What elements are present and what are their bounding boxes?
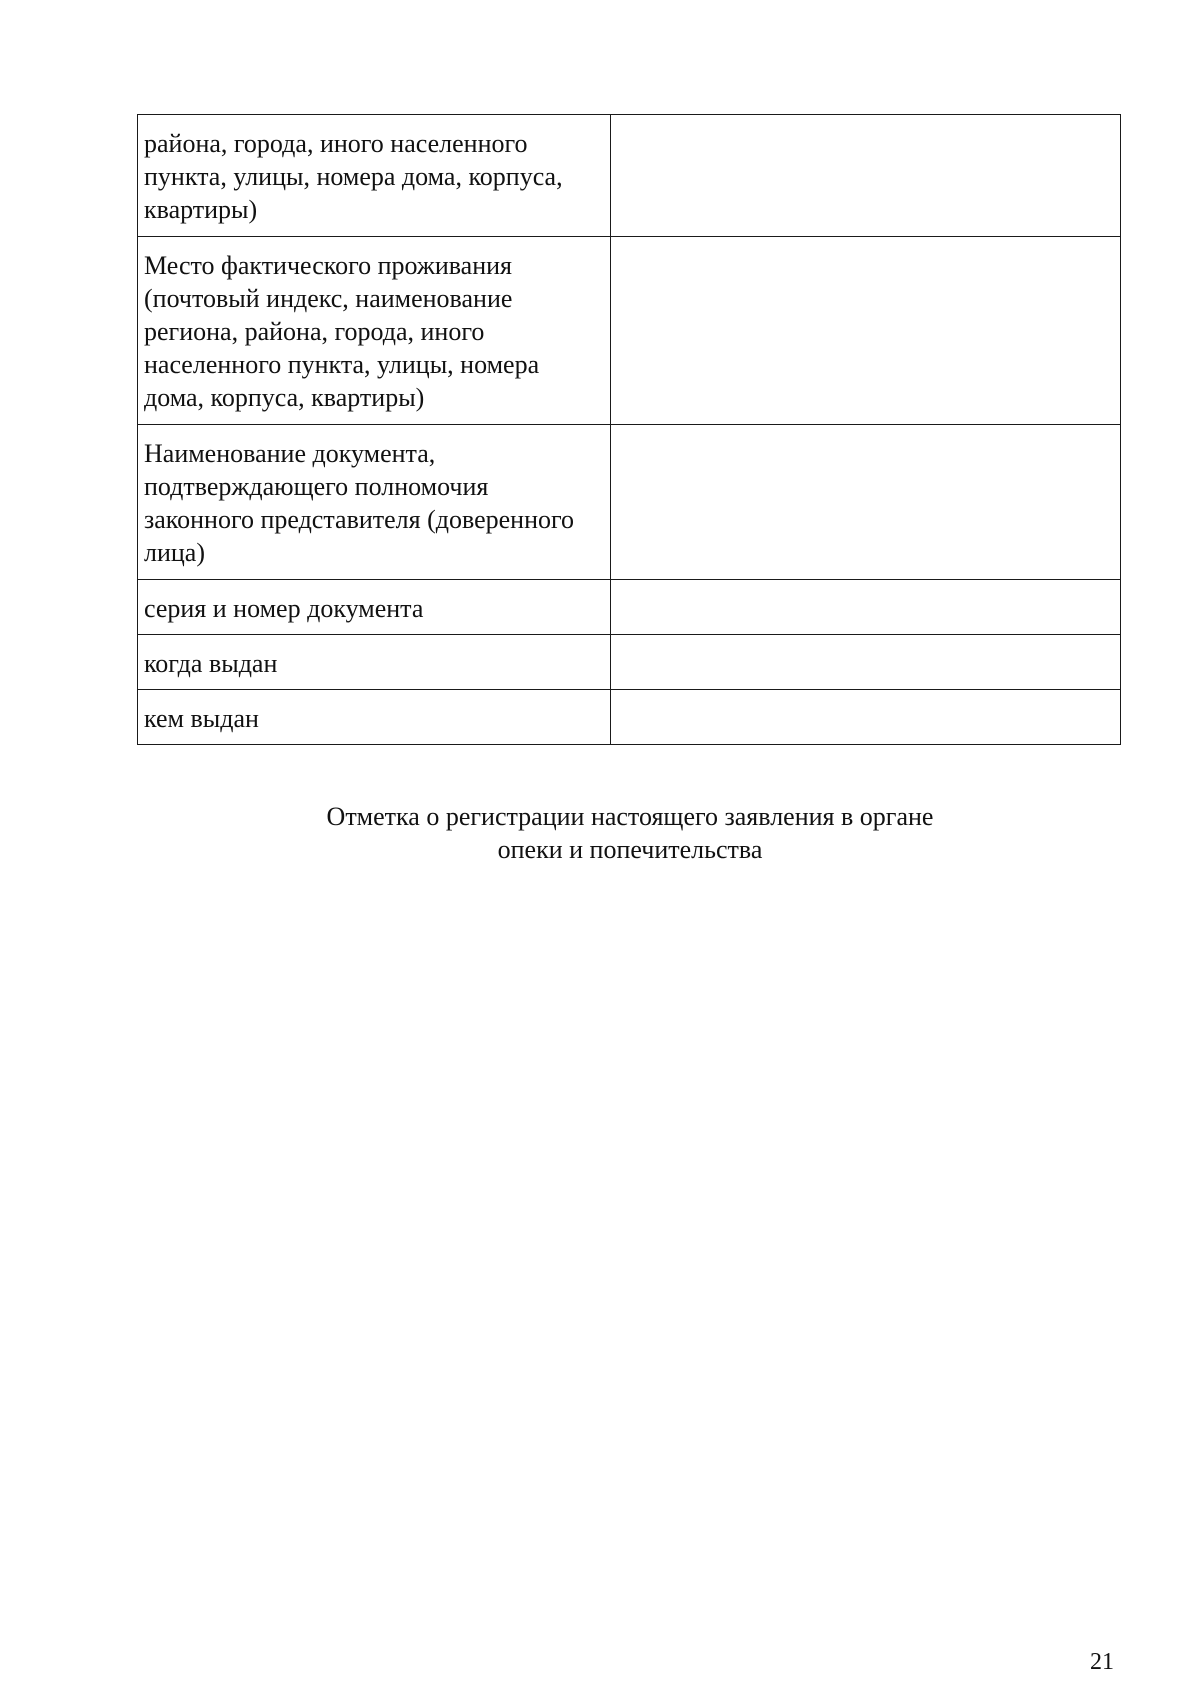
registration-note	[200, 800, 1060, 866]
row-value-field[interactable]	[611, 580, 1121, 635]
row-label: Наименование документа, подтверждающего полномочия законного представителя (доверенного лица)	[138, 425, 611, 580]
table-row-authority-document	[138, 425, 1121, 580]
row-value-field[interactable]	[611, 425, 1121, 580]
row-label: кем выдан	[138, 690, 611, 745]
table-row-document-number	[138, 580, 1121, 635]
table-row-actual-residence	[138, 237, 1121, 425]
registration-note-line-2: опеки и попечительства	[497, 835, 763, 864]
table-row-registration-address-cont	[138, 115, 1121, 237]
row-value-field[interactable]	[611, 115, 1121, 237]
row-label: Место фактического проживания (почтовый индекс, наименование региона, района, города, иного населенного пункта, улицы, номера дома, корпуса, квартиры)	[138, 237, 611, 425]
row-label: района, города, иного населенного пункта, улицы, номера дома, корпуса, квартиры)	[138, 115, 611, 237]
applicant-form-table	[137, 114, 1121, 745]
row-value-field[interactable]	[611, 635, 1121, 690]
table-row-issued-by	[138, 690, 1121, 745]
row-label: когда выдан	[138, 635, 611, 690]
table-row-issue-date	[138, 635, 1121, 690]
row-label: серия и номер документа	[138, 580, 611, 635]
row-value-field[interactable]	[611, 690, 1121, 745]
registration-note-line-1: Отметка о регистрации настоящего заявления в органе	[326, 802, 934, 831]
row-value-field[interactable]	[611, 237, 1121, 425]
page-number: 21	[1090, 1649, 1114, 1675]
